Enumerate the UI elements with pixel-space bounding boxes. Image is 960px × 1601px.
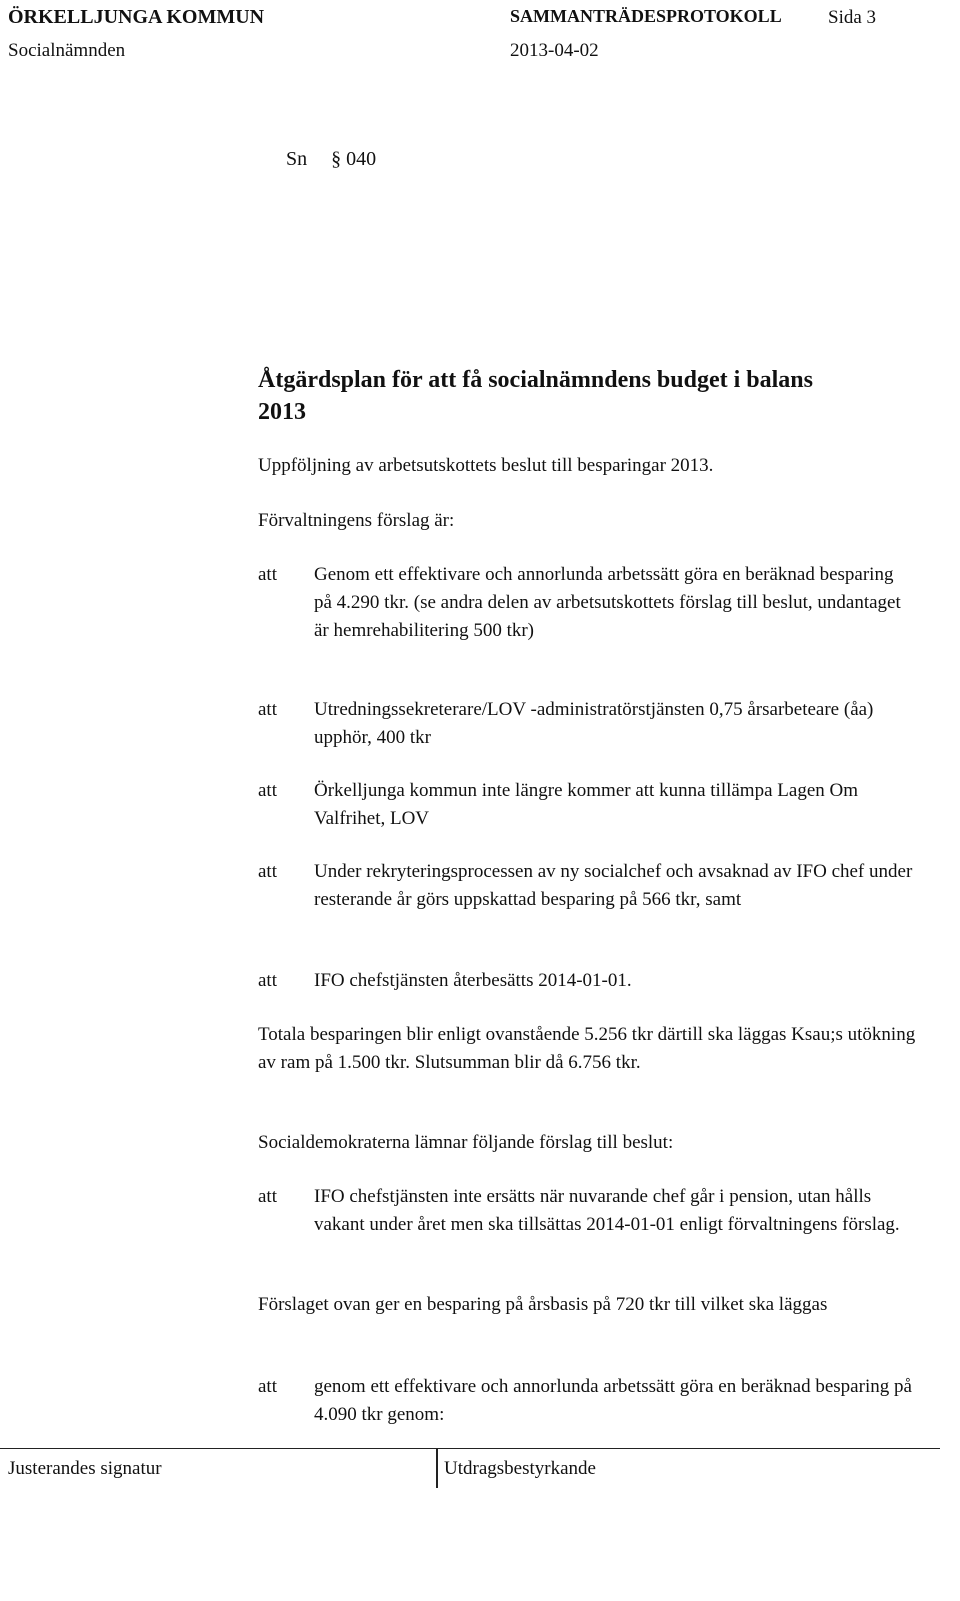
list-item-text: IFO chefstjänsten inte ersätts när nuvarande chef går i pension, utan hålls vakant under året men ska tillsättas 2014-01-01 enligt förvaltningens förslag. bbox=[314, 1186, 900, 1235]
meeting-date: 2013-04-02 bbox=[510, 40, 599, 61]
att-label: att bbox=[258, 780, 277, 801]
att-label: att bbox=[258, 970, 277, 991]
sd-heading: Socialdemokraterna lämnar följande förslag till beslut: bbox=[258, 1132, 674, 1153]
paragraph-symbol: § bbox=[331, 148, 342, 170]
footer-extract-label: Utdragsbestyrkande bbox=[444, 1458, 596, 1479]
committee-name: Socialnämnden bbox=[8, 40, 126, 61]
footer-rule bbox=[0, 1448, 940, 1449]
section-prefix: Sn bbox=[286, 148, 308, 170]
att-label: att bbox=[258, 564, 277, 585]
municipality-name: ÖRKELLJUNGA KOMMUN bbox=[8, 6, 265, 28]
proposal-heading: Förvaltningens förslag är: bbox=[258, 510, 455, 531]
footer-signature-label: Justerandes signatur bbox=[8, 1458, 162, 1479]
signature-box-divider bbox=[436, 1448, 438, 1488]
section-number bbox=[286, 148, 376, 171]
list-item-text: IFO chefstjänsten återbesätts 2014-01-01. bbox=[314, 970, 632, 991]
section-no: 040 bbox=[346, 148, 377, 170]
list-item-text: Under rekryteringsprocessen av ny socialchef och avsaknad av IFO chef under resterande år görs uppskattad besparing på 566 tkr, samt bbox=[314, 861, 913, 910]
list-item-text: genom ett effektivare och annorlunda arbetssätt göra en beräknad besparing på 4.090 tkr genom: bbox=[314, 1376, 912, 1425]
list-item-text: Genom ett effektivare och annorlunda arbetssätt göra en beräknad besparing på 4.290 tkr. (se andra delen av arbetsutskottets förslag till beslut, undantaget är hemrehabilitering 500 tkr) bbox=[314, 564, 901, 641]
list-item-text: Utredningssekreterare/LOV -administratörstjänsten 0,75 årsarbeteare (åa) upphör, 400 tkr bbox=[314, 699, 874, 748]
document-type: SAMMANTRÄDESPROTOKOLL bbox=[510, 6, 782, 26]
list-item-text: Örkelljunga kommun inte längre kommer att kunna tillämpa Lagen Om Valfrihet, LOV bbox=[314, 780, 858, 829]
document-title-line1: Åtgärdsplan för att få socialnämndens budget i balans bbox=[258, 367, 813, 393]
page-number: Sida 3 bbox=[828, 7, 877, 28]
document-title-line2: 2013 bbox=[258, 399, 306, 425]
att-label: att bbox=[258, 1376, 277, 1397]
att-label: att bbox=[258, 861, 277, 882]
att-label: att bbox=[258, 699, 277, 720]
savings-paragraph: Förslaget ovan ger en besparing på årsbasis på 720 tkr till vilket ska läggas bbox=[258, 1294, 828, 1315]
total-paragraph: Totala besparingen blir enligt ovanstående 5.256 tkr därtill ska läggas Ksau;s utökning av ram på 1.500 tkr. Slutsumman blir då 6.756 tkr. bbox=[258, 1024, 916, 1073]
att-label: att bbox=[258, 1186, 277, 1207]
intro-text: Uppföljning av arbetsutskottets beslut till besparingar 2013. bbox=[258, 455, 714, 476]
